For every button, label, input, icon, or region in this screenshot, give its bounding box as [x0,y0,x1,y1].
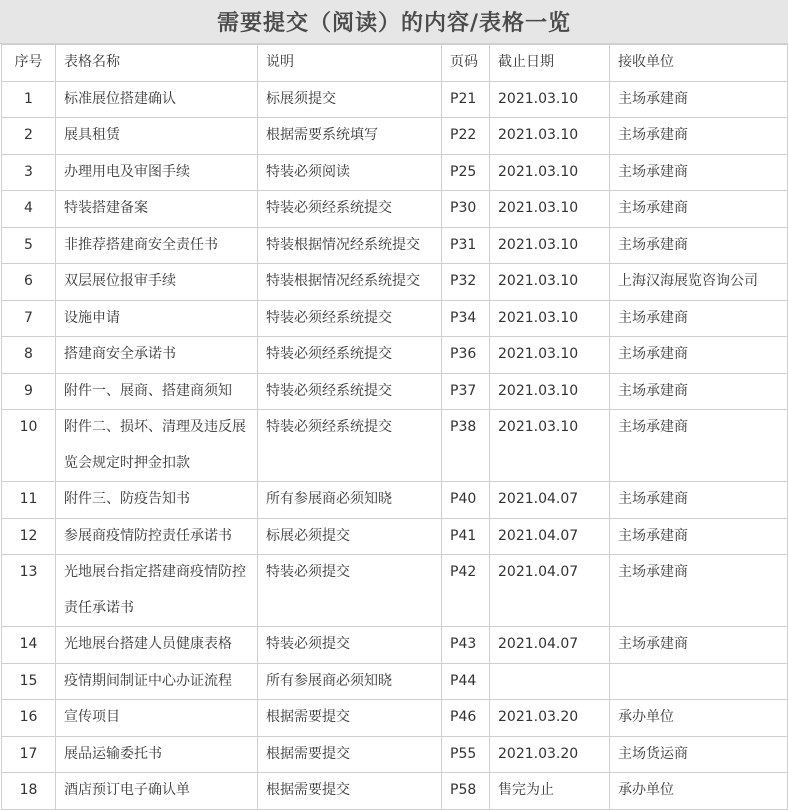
table-row [2,663,788,700]
cell-page: P44 [442,663,490,700]
cell-receiver: 主场承建商 [610,627,788,664]
table-body [2,81,788,809]
cell-receiver [610,663,788,700]
header-name: 表格名称 [56,45,258,82]
table-row [2,337,788,374]
cell-desc: 所有参展商必须知晓 [258,663,442,700]
cell-name: 参展商疫情防控责任承诺书 [56,518,258,555]
table-row [2,300,788,337]
cell-page: P55 [442,736,490,773]
cell-deadline: 2021.03.10 [490,191,610,228]
cell-page: P40 [442,482,490,519]
cell-page: P34 [442,300,490,337]
cell-name: 光地展台搭建人员健康表格 [56,627,258,664]
cell-name: 非推荐搭建商安全责任书 [56,227,258,264]
cell-desc: 根据需要提交 [258,736,442,773]
cell-name: 附件二、损坏、清理及违反展览会规定时押金扣款 [56,410,258,482]
cell-name: 光地展台指定搭建商疫情防控责任承诺书 [56,555,258,627]
cell-deadline: 2021.03.10 [490,337,610,374]
header-receiver: 接收单位 [610,45,788,82]
cell-no: 2 [2,118,56,155]
cell-desc: 特装必须提交 [258,627,442,664]
table-row [2,264,788,301]
cell-no: 11 [2,482,56,519]
cell-deadline: 2021.03.10 [490,410,610,482]
cell-page: P46 [442,700,490,737]
cell-desc: 特装必须阅读 [258,154,442,191]
cell-deadline: 2021.03.20 [490,736,610,773]
cell-no: 15 [2,663,56,700]
table-row [2,736,788,773]
cell-page: P30 [442,191,490,228]
cell-receiver: 主场货运商 [610,736,788,773]
cell-page: P38 [442,410,490,482]
cell-no: 17 [2,736,56,773]
title-bar [0,0,788,44]
cell-no: 1 [2,81,56,118]
cell-deadline: 2021.04.07 [490,482,610,519]
cell-page: P32 [442,264,490,301]
cell-desc: 所有参展商必须知晓 [258,482,442,519]
cell-name: 展品运输委托书 [56,736,258,773]
cell-page: P31 [442,227,490,264]
cell-desc: 特装必须经系统提交 [258,191,442,228]
cell-desc: 根据需要提交 [258,773,442,810]
cell-name: 特装搭建备案 [56,191,258,228]
table-row [2,518,788,555]
page-title: 需要提交（阅读）的内容/表格一览 [216,11,572,36]
cell-desc: 特装根据情况经系统提交 [258,227,442,264]
cell-receiver: 主场承建商 [610,337,788,374]
cell-page: P22 [442,118,490,155]
cell-name: 展具租赁 [56,118,258,155]
cell-deadline: 2021.03.10 [490,81,610,118]
cell-receiver: 主场承建商 [610,118,788,155]
cell-desc: 特装根据情况经系统提交 [258,264,442,301]
cell-receiver: 承办单位 [610,773,788,810]
header-no: 序号 [2,45,56,82]
cell-page: P42 [442,555,490,627]
cell-receiver: 承办单位 [610,700,788,737]
cell-desc: 特装必须提交 [258,555,442,627]
cell-deadline: 2021.03.10 [490,118,610,155]
cell-receiver: 主场承建商 [610,300,788,337]
header-page: 页码 [442,45,490,82]
table-row [2,227,788,264]
table-row [2,773,788,810]
cell-no: 7 [2,300,56,337]
cell-no: 9 [2,373,56,410]
cell-no: 4 [2,191,56,228]
cell-name: 办理用电及审图手续 [56,154,258,191]
cell-no: 3 [2,154,56,191]
table-row [2,482,788,519]
cell-deadline: 2021.04.07 [490,518,610,555]
cell-deadline: 2021.03.10 [490,264,610,301]
cell-page: P41 [442,518,490,555]
cell-deadline: 售完为止 [490,773,610,810]
header-deadline: 截止日期 [490,45,610,82]
cell-desc: 标展须提交 [258,81,442,118]
cell-deadline: 2021.03.10 [490,373,610,410]
cell-receiver: 主场承建商 [610,555,788,627]
cell-name: 搭建商安全承诺书 [56,337,258,374]
cell-deadline: 2021.03.10 [490,300,610,337]
cell-no: 16 [2,700,56,737]
cell-deadline: 2021.03.20 [490,700,610,737]
header-desc: 说明 [258,45,442,82]
table-row [2,191,788,228]
cell-name: 双层展位报审手续 [56,264,258,301]
cell-deadline: 2021.04.07 [490,627,610,664]
table-row [2,700,788,737]
cell-no: 14 [2,627,56,664]
cell-receiver: 主场承建商 [610,81,788,118]
cell-deadline: 2021.03.10 [490,154,610,191]
cell-name: 附件一、展商、搭建商须知 [56,373,258,410]
cell-no: 5 [2,227,56,264]
cell-desc: 特装必须经系统提交 [258,410,442,482]
submission-table [1,44,788,810]
cell-no: 18 [2,773,56,810]
cell-page: P36 [442,337,490,374]
cell-page: P21 [442,81,490,118]
cell-name: 附件三、防疫告知书 [56,482,258,519]
table-row [2,373,788,410]
cell-no: 8 [2,337,56,374]
cell-page: P25 [442,154,490,191]
table-row [2,118,788,155]
cell-name: 标准展位搭建确认 [56,81,258,118]
cell-name: 酒店预订电子确认单 [56,773,258,810]
cell-deadline [490,663,610,700]
cell-desc: 标展必须提交 [258,518,442,555]
table-row [2,555,788,627]
table-row [2,627,788,664]
cell-desc: 特装必须经系统提交 [258,337,442,374]
cell-no: 6 [2,264,56,301]
cell-desc: 特装必须经系统提交 [258,300,442,337]
cell-name: 疫情期间制证中心办证流程 [56,663,258,700]
cell-page: P58 [442,773,490,810]
cell-no: 12 [2,518,56,555]
table-row [2,154,788,191]
table-row [2,81,788,118]
cell-desc: 根据需要系统填写 [258,118,442,155]
cell-deadline: 2021.04.07 [490,555,610,627]
cell-receiver: 主场承建商 [610,227,788,264]
cell-receiver: 主场承建商 [610,154,788,191]
cell-receiver: 主场承建商 [610,518,788,555]
cell-desc: 特装必须经系统提交 [258,373,442,410]
cell-receiver: 主场承建商 [610,191,788,228]
table-header-row [2,45,788,82]
table-row [2,410,788,482]
cell-name: 设施申请 [56,300,258,337]
cell-receiver: 主场承建商 [610,482,788,519]
cell-desc: 根据需要提交 [258,700,442,737]
cell-page: P43 [442,627,490,664]
cell-receiver: 主场承建商 [610,373,788,410]
cell-no: 10 [2,410,56,482]
cell-no: 13 [2,555,56,627]
cell-receiver: 上海汉海展览咨询公司 [610,264,788,301]
cell-name: 宣传项目 [56,700,258,737]
cell-deadline: 2021.03.10 [490,227,610,264]
cell-page: P37 [442,373,490,410]
cell-receiver: 主场承建商 [610,410,788,482]
